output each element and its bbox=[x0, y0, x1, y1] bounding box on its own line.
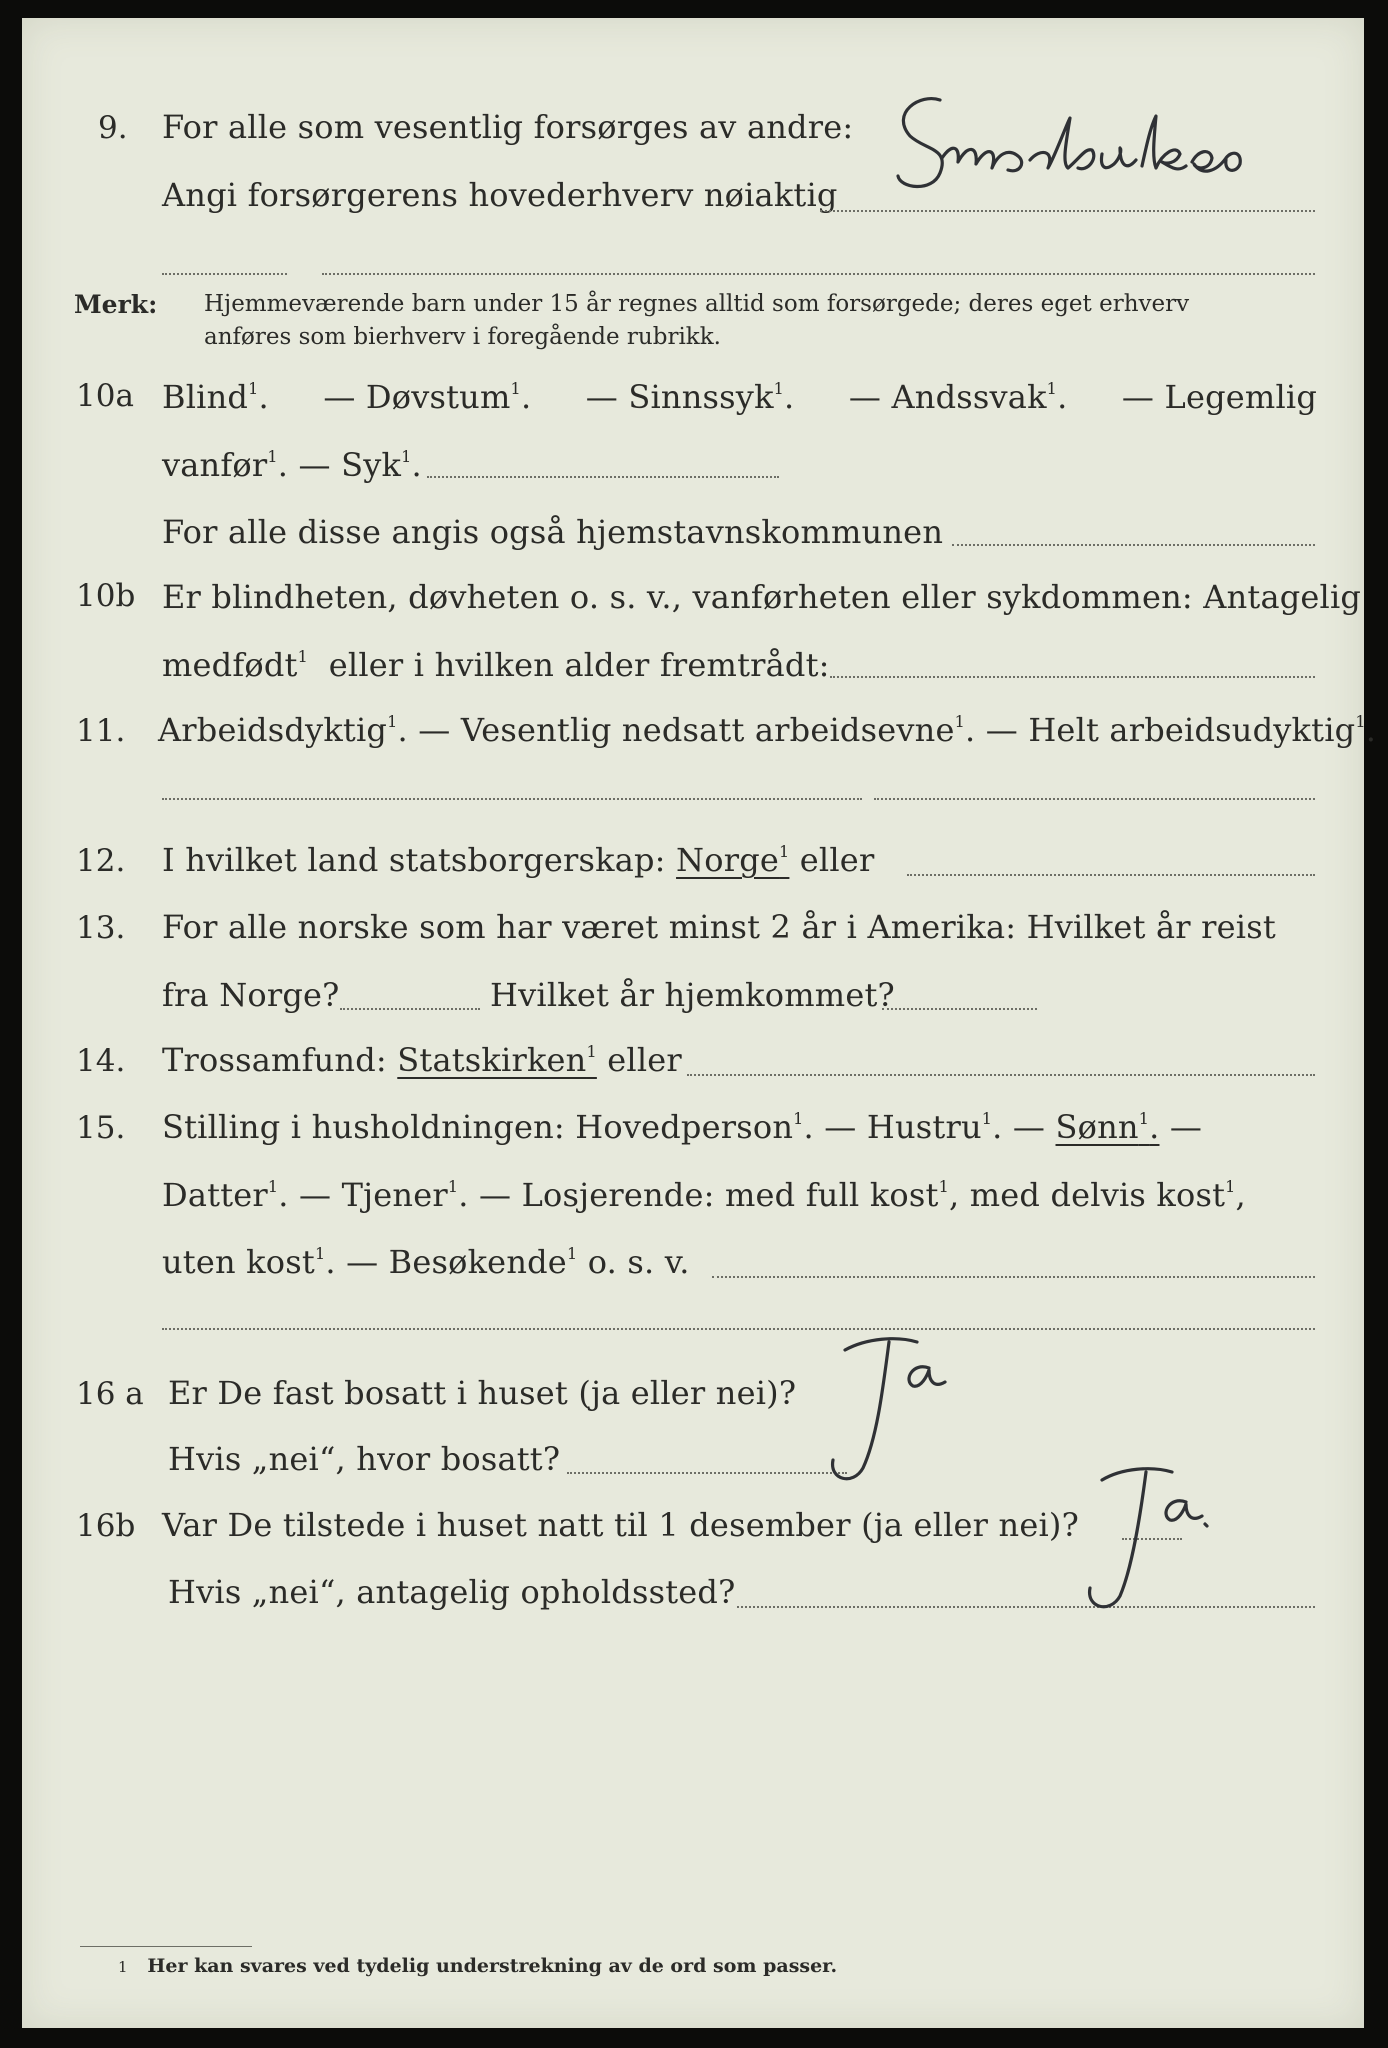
q15-tjener: — Tjener bbox=[299, 1176, 448, 1214]
q9-number: 9. bbox=[98, 110, 128, 146]
q10b-line1: Er blindheten, døvheten o. s. v., vanførheten eller sykdommen: Antagelig bbox=[162, 578, 1362, 616]
q10a-syk-answer-line bbox=[427, 476, 779, 478]
q12-answer-line bbox=[907, 874, 1315, 876]
q13-number: 13. bbox=[76, 910, 126, 946]
q12-pre: I hvilket land statsborgerskap: bbox=[162, 841, 666, 879]
q14-post: eller bbox=[607, 1041, 682, 1079]
q16b-handwritten-ja bbox=[1062, 1458, 1212, 1618]
q10a-line2: vanfør$^1$. — Syk$^1$. bbox=[162, 446, 422, 484]
footnote-rule bbox=[80, 1946, 252, 1947]
merk-line1: Hjemmeværende barn under 15 år regnes alltid som forsørgede; deres eget erhverv bbox=[204, 291, 1190, 317]
q10a-legemlig: — Legemlig bbox=[1121, 378, 1317, 416]
q10b-answer-line bbox=[830, 676, 1315, 678]
q13-fra: fra Norge? bbox=[162, 976, 340, 1014]
separator-dots-left bbox=[162, 273, 287, 275]
footnote-text: Her kan svares ved tydelig understrekning av de ord som passer. bbox=[147, 1955, 838, 1977]
q16a-handwritten-ja bbox=[817, 1328, 957, 1488]
q9-answer-line bbox=[820, 210, 1315, 212]
q16b-line2: Hvis „nei“, antagelig opholdssted? bbox=[168, 1573, 736, 1611]
q16a-line2: Hvis „nei“, hvor bosatt? bbox=[168, 1440, 561, 1478]
q15-delvis: med delvis kost bbox=[969, 1176, 1226, 1214]
q10a-line1: Blind$^1$. — Døvstum$^1$. — Sinnssyk$^1$. — Andssvak$^1$. — Legemlig bbox=[162, 378, 1317, 416]
q12-post: eller bbox=[799, 841, 875, 879]
footnote bbox=[118, 1955, 837, 1977]
q15-hustru: — Hustru bbox=[824, 1108, 982, 1146]
q14-number: 14. bbox=[76, 1043, 126, 1079]
separator-dots-right bbox=[322, 273, 1315, 275]
q10b-line2rest: eller i hvilken alder fremtrådt: bbox=[328, 646, 830, 684]
q15-sonn-underlined: Sønn$^1$. bbox=[1055, 1108, 1160, 1146]
footnote-mark: 1 bbox=[118, 1958, 128, 1976]
merk-label: Merk: bbox=[74, 290, 158, 319]
merk-line2: anføres som bierhverv i foregående rubrikk. bbox=[204, 324, 721, 350]
q15-pre: Stilling i husholdningen: Hovedperson bbox=[162, 1108, 794, 1146]
q13-hjem-answer-line bbox=[882, 1008, 1037, 1010]
q10a-syk: — Syk bbox=[298, 446, 402, 484]
q14-pre: Trossamfund: bbox=[162, 1041, 387, 1079]
q12-line bbox=[162, 841, 874, 879]
q10a-blind: Blind bbox=[162, 378, 249, 416]
q15-number: 15. bbox=[76, 1110, 126, 1146]
q9-line2: Angi forsørgerens hovederhverv nøiaktig bbox=[162, 176, 838, 214]
q9-line1: For alle som vesentlig forsørges av andre: bbox=[162, 108, 854, 146]
q10b-number: 10b bbox=[76, 578, 136, 614]
q10a-number: 10a bbox=[76, 378, 134, 414]
q11-nedsatt: — Vesentlig nedsatt arbeidsevne bbox=[418, 711, 955, 749]
q13-line1: For alle norske som har været minst 2 år i Amerika: Hvilket år reist bbox=[162, 908, 1276, 946]
q16b-number: 16b bbox=[76, 1508, 136, 1544]
q15-uten: uten kost bbox=[162, 1243, 315, 1281]
q10a-vanfor: vanfør bbox=[162, 446, 268, 484]
q15-datter: Datter bbox=[162, 1176, 268, 1214]
q15-line1: Stilling i husholdningen: Hovedperson$^1$. — Hustru$^1$. — Sønn$^1$. — bbox=[162, 1108, 1203, 1146]
q11-arbeidsdyktig: Arbeidsdyktig bbox=[158, 711, 388, 749]
q12-norge-underlined: Norge$^1$ bbox=[676, 841, 790, 879]
q11-udyktig: — Helt arbeidsudyktig bbox=[985, 711, 1356, 749]
q13-fra-answer-line bbox=[340, 1008, 480, 1010]
q10b-medfodt: medfødt bbox=[162, 646, 298, 684]
q15-losj: — Losjerende: med full kost bbox=[479, 1176, 939, 1214]
q10a-dovstum: — Døvstum bbox=[323, 378, 511, 416]
q10a-sinnssyk: — Sinnssyk bbox=[585, 378, 774, 416]
q13-hjem: Hvilket år hjemkommet? bbox=[490, 976, 895, 1014]
census-form-page bbox=[22, 18, 1377, 2028]
q15-line2: Datter$^1$. — Tjener$^1$. — Losjerende: med full kost$^1$, med delvis kost$^1$, bbox=[162, 1176, 1246, 1214]
q12-number: 12. bbox=[76, 843, 126, 879]
q15-besok: — Besøkende bbox=[346, 1243, 567, 1281]
q14-statskirken-underlined: Statskirken$^1$ bbox=[397, 1041, 597, 1079]
q14-answer-line bbox=[687, 1074, 1315, 1076]
q11-answer-line-left bbox=[162, 798, 862, 800]
q10a-kommune-answer-line bbox=[952, 544, 1315, 546]
q14-line bbox=[162, 1041, 682, 1079]
q15-answer-line bbox=[712, 1276, 1315, 1278]
q11-line: Arbeidsdyktig$^1$. — Vesentlig nedsatt arbeidsevne$^1$. — Helt arbeidsudyktig$^1$. bbox=[158, 711, 1377, 749]
q10b-line2: medfødt$^1$ eller i hvilken alder fremtrådt: bbox=[162, 646, 830, 684]
q10a-line3: For alle disse angis også hjemstavnskommunen bbox=[162, 513, 944, 551]
q10a-andssvak: — Andssvak bbox=[848, 378, 1047, 416]
q16a-line1: Er De fast bosatt i huset (ja eller nei)? bbox=[168, 1374, 797, 1412]
q16b-answer-line2 bbox=[737, 1606, 1315, 1608]
q15-osv: o. s. v. bbox=[587, 1243, 690, 1281]
q16b-line1: Var De tilstede i huset natt til 1 desember (ja eller nei)? bbox=[162, 1506, 1079, 1544]
q15-line3: uten kost$^1$. — Besøkende$^1$ o. s. v. bbox=[162, 1243, 690, 1281]
q11-number: 11. bbox=[76, 713, 126, 749]
q16a-number: 16 a bbox=[76, 1376, 144, 1412]
q15-extra-answer-line bbox=[162, 1328, 1315, 1330]
q11-answer-line-right bbox=[874, 798, 1315, 800]
q9-handwritten-answer bbox=[880, 88, 1280, 208]
q16a-answer-line bbox=[567, 1472, 847, 1474]
